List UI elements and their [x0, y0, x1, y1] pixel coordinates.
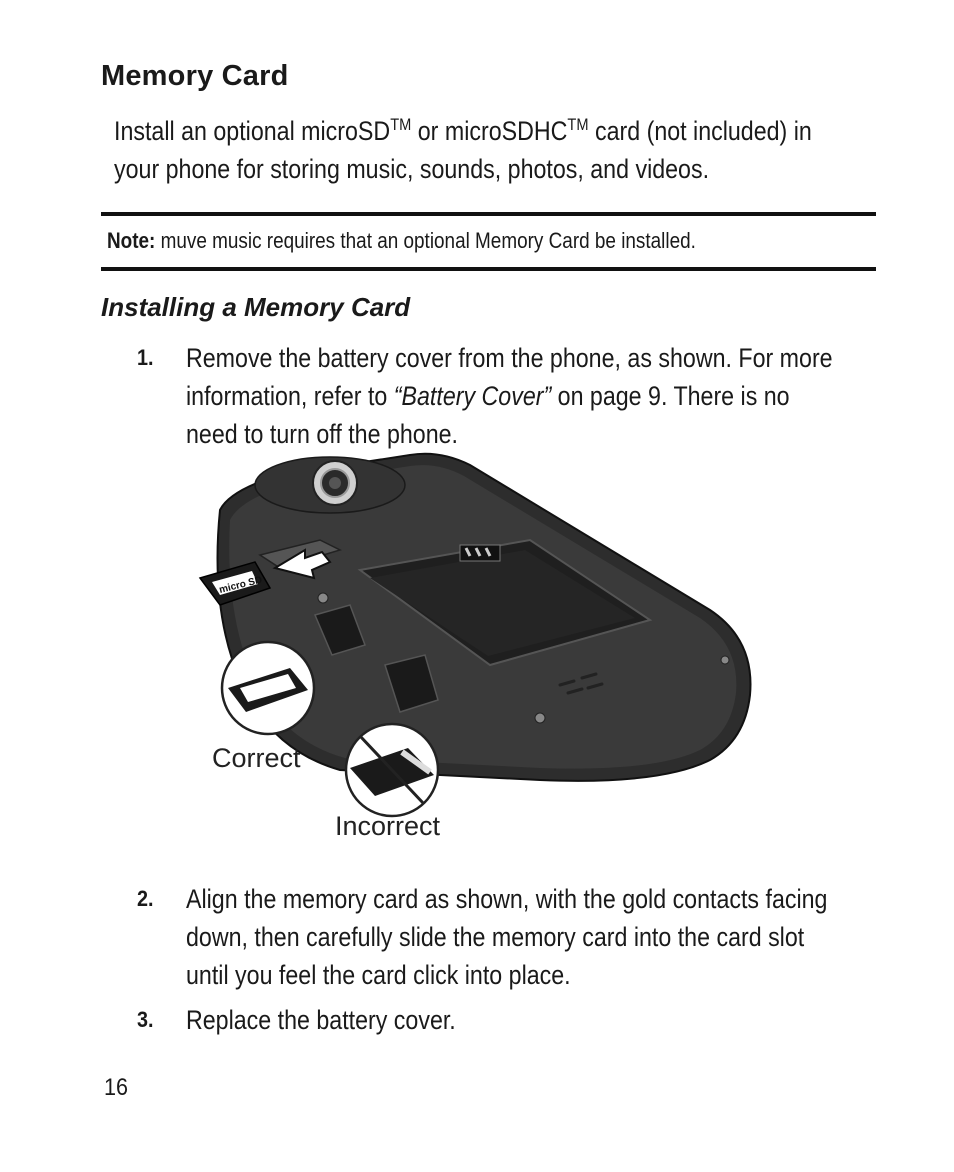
note-text: muve music requires that an optional Memory Card be installed.: [155, 228, 696, 253]
step-text: [186, 880, 827, 994]
step-line: [186, 377, 833, 415]
phone-memory-card-illustration: [190, 450, 770, 850]
intro-line-2: your phone for storing music, sounds, photos, and videos.: [114, 154, 710, 184]
page-number: 16: [104, 1074, 129, 1101]
step-line: Align the memory card as shown, with the gold contacts facing: [186, 884, 828, 914]
intro-paragraph: [114, 112, 812, 188]
step-number: 2.: [137, 886, 154, 911]
step-number: 3.: [137, 1007, 154, 1032]
step-line: Replace the battery cover.: [186, 1005, 456, 1035]
intro-text-1: Install an optional microSD: [114, 116, 391, 146]
correct-label: Correct: [212, 743, 301, 773]
trademark-2: TM: [567, 115, 589, 134]
step-line: down, then carefully slide the memory card into the card slot: [186, 922, 805, 952]
cross-reference-link[interactable]: “Battery Cover”: [393, 381, 552, 411]
note-rule-top: [101, 212, 876, 216]
trademark-1: TM: [390, 115, 412, 134]
step-line-text: information, refer to: [186, 381, 394, 411]
step-line: need to turn off the phone.: [186, 419, 458, 449]
phone-back-illustration: [218, 454, 751, 781]
note-rule-bottom: [101, 267, 876, 271]
section-title: Memory Card: [101, 60, 289, 92]
step-line-text: on page 9. There is no: [551, 381, 790, 411]
card-logo-text: micro SD: [218, 574, 264, 596]
step-text: [186, 339, 833, 453]
step-text: [186, 1001, 456, 1039]
step-line: Remove the battery cover from the phone, as shown. For more: [186, 343, 833, 373]
step-number: 1.: [137, 345, 154, 370]
step-line: until you feel the card click into place.: [186, 960, 571, 990]
subsection-title: Installing a Memory Card: [101, 292, 411, 322]
incorrect-label: Incorrect: [335, 811, 441, 841]
intro-text-2: or microSDHC: [411, 116, 568, 146]
incorrect-orientation-icon: [346, 724, 438, 816]
correct-orientation-icon: [222, 642, 314, 734]
note-label: Note:: [107, 228, 156, 253]
note-box: [107, 228, 696, 254]
intro-text-3: card (not included) in: [588, 116, 812, 146]
